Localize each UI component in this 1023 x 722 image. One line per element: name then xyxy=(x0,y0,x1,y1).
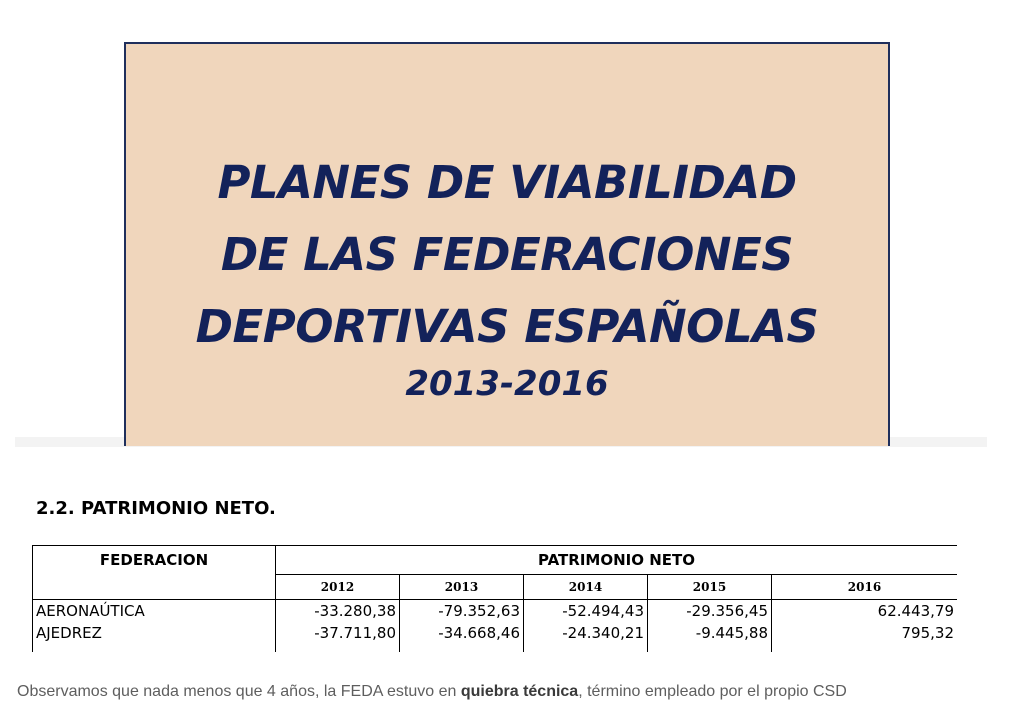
table-cell: -9.445,88 xyxy=(648,622,772,644)
table-row xyxy=(33,622,958,644)
section-heading: 2.2. PATRIMONIO NETO. xyxy=(36,498,276,519)
cover-title-line: PLANES DE VIABILIDAD xyxy=(217,156,797,209)
table-cell: 795,32 xyxy=(772,622,958,644)
table-cell: -24.340,21 xyxy=(524,622,648,644)
table-row xyxy=(33,600,958,623)
federation-column-header: FEDERACION xyxy=(33,546,276,600)
table-cell: -29.356,45 xyxy=(648,600,772,623)
patrimonio-neto-table-image xyxy=(32,545,957,652)
cover-title-line: DE LAS FEDERACIONES xyxy=(220,228,794,281)
paragraph-text: Observamos que nada menos que 4 años, la FEDA estuvo en xyxy=(17,683,461,700)
table-cell: -79.352,63 xyxy=(400,600,524,623)
year-header: 2013 xyxy=(400,575,524,600)
year-header: 2012 xyxy=(276,575,400,600)
cover-years: 2013-2016 xyxy=(405,364,609,404)
table-cell: -52.494,43 xyxy=(524,600,648,623)
cover-title xyxy=(126,147,888,363)
table-cell: 62.443,79 xyxy=(772,600,958,623)
federation-name: AJEDREZ xyxy=(33,622,276,644)
table-cell: -37.711,80 xyxy=(276,622,400,644)
patrimonio-neto-table xyxy=(32,545,957,652)
patrimonio-neto-group-header: PATRIMONIO NETO xyxy=(276,546,958,575)
cover-title-line: DEPORTIVAS ESPAÑOLAS xyxy=(195,300,819,353)
year-header: 2016 xyxy=(772,575,958,600)
federation-name: AERONAÚTICA xyxy=(33,600,276,623)
report-cover xyxy=(124,42,890,446)
paragraph-text: , término empleado por el propio CSD xyxy=(578,683,847,700)
table-cell: -34.668,46 xyxy=(400,622,524,644)
body-paragraph xyxy=(17,681,847,703)
paragraph-emphasis: quiebra técnica xyxy=(460,683,579,700)
year-header: 2014 xyxy=(524,575,648,600)
table-row-cropped xyxy=(33,644,958,652)
table-cell: -33.280,38 xyxy=(276,600,400,623)
year-header: 2015 xyxy=(648,575,772,600)
